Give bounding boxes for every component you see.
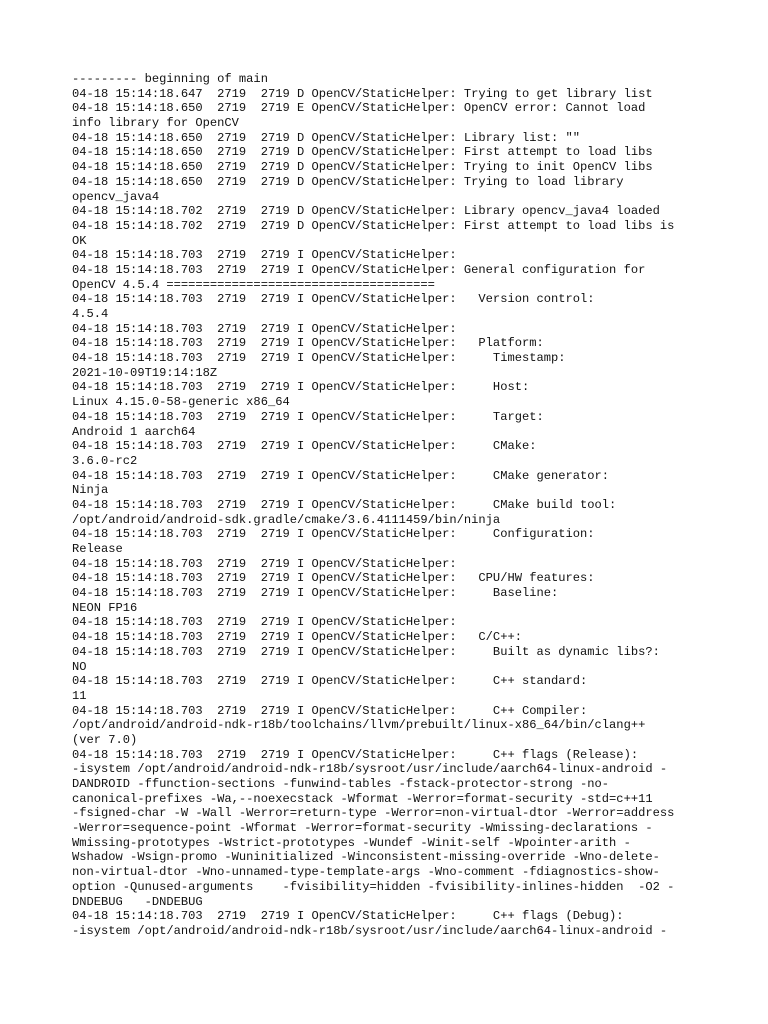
log-line: 04-18 15:14:18.703 2719 2719 I OpenCV/StaticHelper: General configuration for [72,262,646,277]
log-line: 04-18 15:14:18.650 2719 2719 E OpenCV/StaticHelper: OpenCV error: Cannot load [72,101,646,116]
log-line: Release [72,542,123,556]
log-line: OpenCV 4.5.4 ===================================== [72,277,435,292]
log-text-block [72,72,712,939]
log-line: info library for OpenCV [72,116,239,131]
log-line: /opt/android/android-sdk.gradle/cmake/3.6.4111459/bin/ninja [72,512,501,527]
log-line: 04-18 15:14:18.703 2719 2719 I OpenCV/StaticHelper: CMake: [72,439,537,454]
log-line: /opt/android/android-ndk-r18b/toolchains/llvm/prebuilt/linux-x86_64/bin/clang++ [72,718,646,733]
log-line: 04-18 15:14:18.703 2719 2719 I OpenCV/StaticHelper: [72,556,457,571]
log-line: NEON FP16 [72,600,138,615]
log-line: option -Qunused-arguments -fvisibility=hidden -fvisibility-inlines-hidden -O2 - [72,879,675,894]
log-line: 04-18 15:14:18.703 2719 2719 I OpenCV/StaticHelper: [72,615,457,630]
log-line: 04-18 15:14:18.650 2719 2719 D OpenCV/StaticHelper: Library list: "" [72,130,581,145]
log-line: 04-18 15:14:18.703 2719 2719 I OpenCV/StaticHelper: CMake build tool: [72,497,617,512]
log-line: 11 [72,688,87,703]
log-line: DANDROID -ffunction-sections -funwind-tables -fstack-protector-strong -no- [72,777,610,791]
log-line: 04-18 15:14:18.650 2719 2719 D OpenCV/StaticHelper: First attempt to load libs [72,145,653,160]
log-line: 04-18 15:14:18.703 2719 2719 I OpenCV/StaticHelper: Baseline: [72,586,559,601]
log-line: 04-18 15:14:18.703 2719 2719 I OpenCV/StaticHelper: Host: [72,380,530,395]
log-line: -fsigned-char -W -Wall -Werror=return-type -Werror=non-virtual-dtor -Werror=address [72,806,675,821]
log-line: 04-18 15:14:18.703 2719 2719 I OpenCV/StaticHelper: C++ flags (Release): [72,747,639,762]
log-line: -isystem /opt/android/android-ndk-r18b/sysroot/usr/include/aarch64-linux-android - [72,762,668,777]
log-line: 04-18 15:14:18.702 2719 2719 D OpenCV/StaticHelper: Library opencv_java4 loaded [72,204,660,219]
log-line: 04-18 15:14:18.703 2719 2719 I OpenCV/StaticHelper: Target: [72,409,544,424]
log-line: OK [72,233,87,248]
log-line: -Werror=sequence-point -Wformat -Werror=format-security -Wmissing-declarations - [72,821,653,836]
log-line: --------- beginning of main [72,72,268,86]
log-line: 04-18 15:14:18.703 2719 2719 I OpenCV/StaticHelper: C++ standard: [72,674,588,689]
log-line: 2021-10-09T19:14:18Z [72,365,218,380]
log-line: 04-18 15:14:18.703 2719 2719 I OpenCV/StaticHelper: Platform: [72,336,544,351]
log-line: 04-18 15:14:18.703 2719 2719 I OpenCV/StaticHelper: C/C++: [72,630,522,645]
log-line: 04-18 15:14:18.650 2719 2719 D OpenCV/StaticHelper: Trying to load library [72,174,624,189]
log-line: Wmissing-prototypes -Wstrict-prototypes -Wundef -Winit-self -Wpointer-arith - [72,835,631,850]
log-line: 04-18 15:14:18.703 2719 2719 I OpenCV/StaticHelper: CMake generator: [72,468,610,483]
log-line: DNDEBUG -DNDEBUG [72,894,203,909]
log-line: 4.5.4 [72,307,109,321]
log-line: (ver 7.0) [72,732,138,747]
log-line: -isystem /opt/android/android-ndk-r18b/sysroot/usr/include/aarch64-linux-android - [72,923,668,938]
log-line: Wshadow -Wsign-promo -Wuninitialized -Winconsistent-missing-override -Wno-delete- [72,850,660,865]
log-line: 04-18 15:14:18.703 2719 2719 I OpenCV/StaticHelper: [72,248,457,263]
log-line: 3.6.0-rc2 [72,453,138,468]
log-line: Android 1 aarch64 [72,424,196,439]
log-line: Ninja [72,483,109,498]
log-line: 04-18 15:14:18.703 2719 2719 I OpenCV/StaticHelper: CPU/HW features: [72,571,595,586]
log-line: 04-18 15:14:18.702 2719 2719 D OpenCV/StaticHelper: First attempt to load libs is [72,218,675,233]
log-line: 04-18 15:14:18.650 2719 2719 D OpenCV/StaticHelper: Trying to init OpenCV libs [72,160,653,175]
log-line: non-virtual-dtor -Wno-unnamed-type-template-args -Wno-comment -fdiagnostics-show- [72,865,660,880]
log-line: 04-18 15:14:18.703 2719 2719 I OpenCV/StaticHelper: Timestamp: [72,351,566,366]
log-line: 04-18 15:14:18.703 2719 2719 I OpenCV/StaticHelper: Built as dynamic libs?: [72,644,660,659]
log-line: Linux 4.15.0-58-generic x86_64 [72,395,290,410]
log-line: 04-18 15:14:18.703 2719 2719 I OpenCV/StaticHelper: [72,321,457,336]
log-line: canonical-prefixes -Wa,--noexecstack -Wformat -Werror=format-security -std=c++11 [72,791,653,806]
log-line: 04-18 15:14:18.703 2719 2719 I OpenCV/StaticHelper: Version control: [72,292,595,307]
log-line: 04-18 15:14:18.703 2719 2719 I OpenCV/StaticHelper: Configuration: [72,527,595,542]
log-line: NO [72,659,87,674]
log-line: 04-18 15:14:18.647 2719 2719 D OpenCV/StaticHelper: Trying to get library list [72,86,653,101]
log-line: opencv_java4 [72,189,160,204]
log-line: 04-18 15:14:18.703 2719 2719 I OpenCV/StaticHelper: C++ Compiler: [72,703,588,718]
log-line: 04-18 15:14:18.703 2719 2719 I OpenCV/StaticHelper: C++ flags (Debug): [72,909,624,924]
